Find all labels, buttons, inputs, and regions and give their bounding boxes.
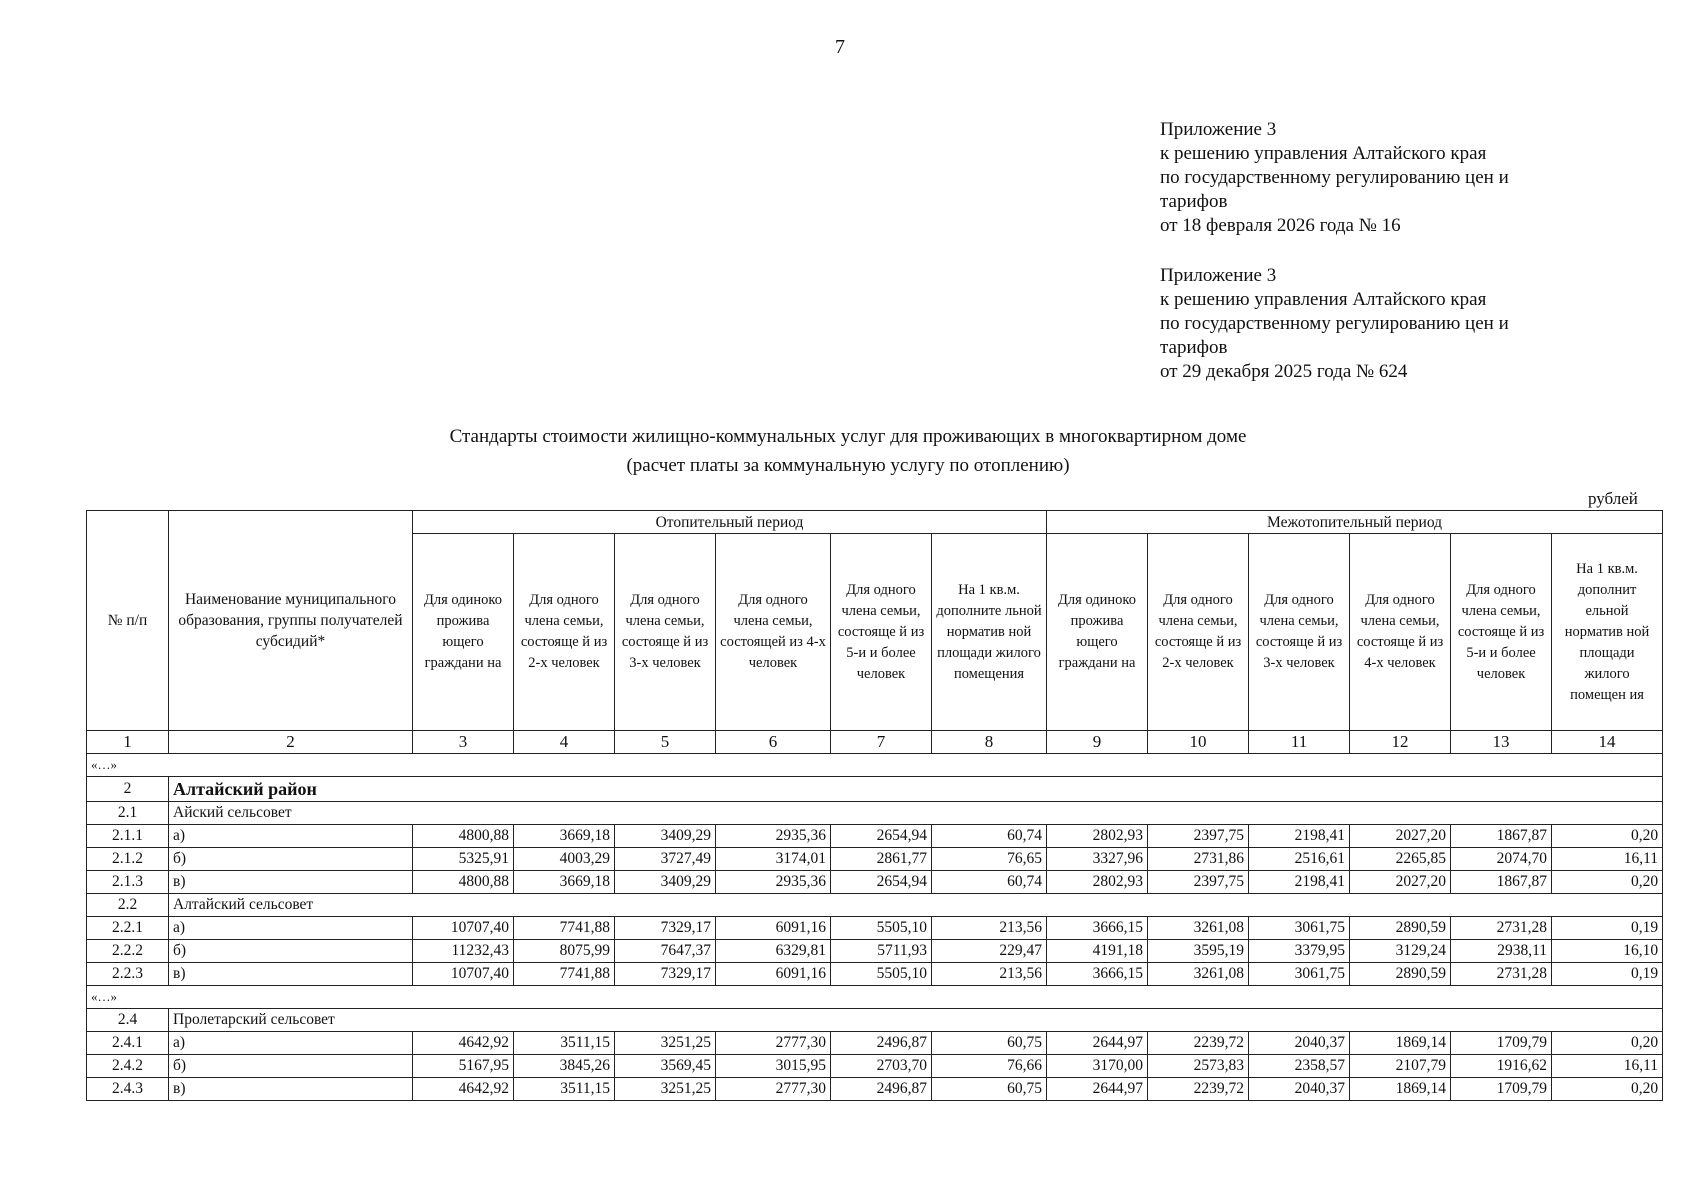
header-nonheating-col: Для одиноко прожива ющего граждани на [1047, 534, 1148, 731]
value-cell: 3845,26 [514, 1055, 615, 1078]
ellipsis-marker: «…» [87, 986, 1663, 1009]
district-name: Алтайский район [169, 777, 1663, 802]
header-heating-col: Для одного члена семьи, состояще й из 2-х человек [514, 534, 615, 731]
column-number: 9 [1047, 731, 1148, 754]
column-number: 3 [413, 731, 514, 754]
value-cell: 2935,36 [716, 871, 831, 894]
value-cell: 60,74 [932, 871, 1047, 894]
value-cell: 1867,87 [1451, 825, 1552, 848]
value-cell: 2040,37 [1249, 1078, 1350, 1101]
value-cell: 1709,79 [1451, 1032, 1552, 1055]
section-num: 2.2 [87, 894, 169, 917]
value-cell: 7741,88 [514, 917, 615, 940]
column-number: 6 [716, 731, 831, 754]
value-cell: 3595,19 [1148, 940, 1249, 963]
value-cell: 1869,14 [1350, 1078, 1451, 1101]
header-nonheating-col: Для одного члена семьи, состояще й из 2-х человек [1148, 534, 1249, 731]
table-row [87, 1078, 1663, 1101]
appendix-line: от 29 декабря 2025 года № 624 [1160, 361, 1408, 382]
value-cell: 3129,24 [1350, 940, 1451, 963]
column-number: 13 [1451, 731, 1552, 754]
district-row [87, 777, 1663, 802]
column-number: 14 [1552, 731, 1663, 754]
value-cell: 2027,20 [1350, 825, 1451, 848]
section-name: Алтайский сельсовет [169, 894, 1663, 917]
row-group: а) [169, 825, 413, 848]
value-cell: 213,56 [932, 917, 1047, 940]
value-cell: 5325,91 [413, 848, 514, 871]
value-cell: 3061,75 [1249, 917, 1350, 940]
appendix-line: Приложение 3 [1160, 265, 1277, 286]
value-cell: 1869,14 [1350, 1032, 1451, 1055]
value-cell: 3669,18 [514, 871, 615, 894]
row-num: 2.2.3 [87, 963, 169, 986]
value-cell: 60,74 [932, 825, 1047, 848]
value-cell: 3511,15 [514, 1078, 615, 1101]
row-group: а) [169, 1032, 413, 1055]
row-group: б) [169, 1055, 413, 1078]
value-cell: 2397,75 [1148, 825, 1249, 848]
value-cell: 229,47 [932, 940, 1047, 963]
column-number: 4 [514, 731, 615, 754]
appendix-line: к решению управления Алтайского края [1160, 289, 1487, 310]
value-cell: 2644,97 [1047, 1078, 1148, 1101]
header-heating-col: Для одиноко прожива ющего граждани на [413, 534, 514, 731]
district-num: 2 [87, 777, 169, 802]
section-row [87, 1009, 1663, 1032]
value-cell: 16,11 [1552, 1055, 1663, 1078]
value-cell: 3261,08 [1148, 917, 1249, 940]
value-cell: 0,20 [1552, 825, 1663, 848]
appendix-line: по государственному регулированию цен и [1160, 167, 1509, 188]
title-line-1: Стандарты стоимости жилищно-коммунальных услуг для проживающих в многоквартирном доме [449, 426, 1247, 447]
value-cell: 16,11 [1552, 848, 1663, 871]
value-cell: 5711,93 [831, 940, 932, 963]
column-numbers-row [87, 731, 1663, 754]
row-group: б) [169, 848, 413, 871]
tariff-table [86, 510, 1663, 1101]
header-nonheating-period: Межотопительный период [1047, 511, 1663, 534]
value-cell: 2777,30 [716, 1078, 831, 1101]
header-heating-col: Для одного члена семьи, состояще й из 5-и и более человек [831, 534, 932, 731]
table-row [87, 1032, 1663, 1055]
row-num: 2.4.3 [87, 1078, 169, 1101]
value-cell: 2107,79 [1350, 1055, 1451, 1078]
value-cell: 2516,61 [1249, 848, 1350, 871]
value-cell: 5505,10 [831, 917, 932, 940]
appendix-header-current [1160, 118, 1660, 238]
column-number: 2 [169, 731, 413, 754]
table-row [87, 963, 1663, 986]
row-group: а) [169, 917, 413, 940]
value-cell: 3569,45 [615, 1055, 716, 1078]
units-label: рублей [1588, 489, 1638, 508]
value-cell: 3727,49 [615, 848, 716, 871]
section-row [87, 894, 1663, 917]
value-cell: 2265,85 [1350, 848, 1451, 871]
value-cell: 2938,11 [1451, 940, 1552, 963]
row-num: 2.2.1 [87, 917, 169, 940]
value-cell: 3666,15 [1047, 917, 1148, 940]
section-name: Айский сельсовет [169, 802, 1663, 825]
row-num: 2.4.1 [87, 1032, 169, 1055]
value-cell: 76,65 [932, 848, 1047, 871]
header-heating-period: Отопительный период [413, 511, 1047, 534]
section-name: Пролетарский сельсовет [169, 1009, 1663, 1032]
table-row [87, 825, 1663, 848]
column-number: 11 [1249, 731, 1350, 754]
document-title [0, 422, 1696, 480]
value-cell: 0,20 [1552, 1032, 1663, 1055]
row-num: 2.2.2 [87, 940, 169, 963]
value-cell: 2654,94 [831, 825, 932, 848]
value-cell: 7329,17 [615, 917, 716, 940]
section-num: 2.4 [87, 1009, 169, 1032]
value-cell: 2496,87 [831, 1032, 932, 1055]
section-row [87, 802, 1663, 825]
row-num: 2.1.3 [87, 871, 169, 894]
appendix-line: Приложение 3 [1160, 119, 1277, 140]
column-number: 1 [87, 731, 169, 754]
value-cell: 2198,41 [1249, 825, 1350, 848]
appendix-line: от 18 февраля 2026 года № 16 [1160, 215, 1401, 236]
value-cell: 2573,83 [1148, 1055, 1249, 1078]
row-group: б) [169, 940, 413, 963]
row-group: в) [169, 871, 413, 894]
appendix-line: по государственному регулированию цен и [1160, 313, 1509, 334]
value-cell: 2198,41 [1249, 871, 1350, 894]
value-cell: 6091,16 [716, 917, 831, 940]
column-number: 8 [932, 731, 1047, 754]
value-cell: 2731,28 [1451, 963, 1552, 986]
title-line-2: (расчет платы за коммунальную услугу по отоплению) [626, 455, 1070, 476]
value-cell: 4642,92 [413, 1032, 514, 1055]
value-cell: 4191,18 [1047, 940, 1148, 963]
value-cell: 2358,57 [1249, 1055, 1350, 1078]
value-cell: 2496,87 [831, 1078, 932, 1101]
value-cell: 2861,77 [831, 848, 932, 871]
row-num: 2.1.1 [87, 825, 169, 848]
value-cell: 1867,87 [1451, 871, 1552, 894]
value-cell: 4003,29 [514, 848, 615, 871]
ellipsis-marker: «…» [87, 754, 1663, 777]
value-cell: 3379,95 [1249, 940, 1350, 963]
table-row [87, 871, 1663, 894]
value-cell: 1916,62 [1451, 1055, 1552, 1078]
header-heating-col: Для одного члена семьи, состоящей из 4-х человек [716, 534, 831, 731]
appendix-line: тарифов [1160, 337, 1228, 358]
value-cell: 11232,43 [413, 940, 514, 963]
value-cell: 0,20 [1552, 871, 1663, 894]
value-cell: 3409,29 [615, 871, 716, 894]
column-number: 5 [615, 731, 716, 754]
omitted-row [87, 754, 1663, 777]
value-cell: 213,56 [932, 963, 1047, 986]
value-cell: 60,75 [932, 1078, 1047, 1101]
value-cell: 10707,40 [413, 963, 514, 986]
table-body [87, 754, 1663, 1101]
value-cell: 7741,88 [514, 963, 615, 986]
value-cell: 3511,15 [514, 1032, 615, 1055]
table-row [87, 1055, 1663, 1078]
value-cell: 3170,00 [1047, 1055, 1148, 1078]
header-heating-col: На 1 кв.м. дополните льной норматив ной площади жилого помещения [932, 534, 1047, 731]
value-cell: 5167,95 [413, 1055, 514, 1078]
table-row [87, 917, 1663, 940]
value-cell: 2890,59 [1350, 963, 1451, 986]
value-cell: 2027,20 [1350, 871, 1451, 894]
appendix-line: тарифов [1160, 191, 1228, 212]
value-cell: 2802,93 [1047, 871, 1148, 894]
header-nonheating-col: Для одного члена семьи, состояще й из 4-х человек [1350, 534, 1451, 731]
value-cell: 7647,37 [615, 940, 716, 963]
value-cell: 3174,01 [716, 848, 831, 871]
value-cell: 3251,25 [615, 1032, 716, 1055]
value-cell: 2731,86 [1148, 848, 1249, 871]
value-cell: 2644,97 [1047, 1032, 1148, 1055]
column-number: 10 [1148, 731, 1249, 754]
value-cell: 0,19 [1552, 917, 1663, 940]
value-cell: 3061,75 [1249, 963, 1350, 986]
page-number: 7 [835, 36, 845, 58]
value-cell: 2703,70 [831, 1055, 932, 1078]
row-num: 2.4.2 [87, 1055, 169, 1078]
value-cell: 6329,81 [716, 940, 831, 963]
header-nonheating-col: На 1 кв.м. дополнит ельной норматив ной площади жилого помещен ия [1552, 534, 1663, 731]
value-cell: 2935,36 [716, 825, 831, 848]
value-cell: 7329,17 [615, 963, 716, 986]
value-cell: 0,19 [1552, 963, 1663, 986]
value-cell: 4642,92 [413, 1078, 514, 1101]
table-row [87, 940, 1663, 963]
value-cell: 2802,93 [1047, 825, 1148, 848]
value-cell: 2731,28 [1451, 917, 1552, 940]
table-row [87, 848, 1663, 871]
header-num: № п/п [87, 511, 169, 731]
column-number: 12 [1350, 731, 1451, 754]
value-cell: 1709,79 [1451, 1078, 1552, 1101]
value-cell: 10707,40 [413, 917, 514, 940]
value-cell: 16,10 [1552, 940, 1663, 963]
value-cell: 60,75 [932, 1032, 1047, 1055]
value-cell: 3409,29 [615, 825, 716, 848]
omitted-row [87, 986, 1663, 1009]
value-cell: 4800,88 [413, 825, 514, 848]
row-num: 2.1.2 [87, 848, 169, 871]
column-number: 7 [831, 731, 932, 754]
value-cell: 3251,25 [615, 1078, 716, 1101]
value-cell: 2777,30 [716, 1032, 831, 1055]
row-group: в) [169, 1078, 413, 1101]
value-cell: 6091,16 [716, 963, 831, 986]
value-cell: 3261,08 [1148, 963, 1249, 986]
header-heating-col: Для одного члена семьи, состояще й из 3-х человек [615, 534, 716, 731]
value-cell: 4800,88 [413, 871, 514, 894]
header-nonheating-col: Для одного члена семьи, состояще й из 5-и и более человек [1451, 534, 1552, 731]
value-cell: 3669,18 [514, 825, 615, 848]
value-cell: 5505,10 [831, 963, 932, 986]
appendix-header-previous [1160, 264, 1660, 384]
value-cell: 2239,72 [1148, 1078, 1249, 1101]
value-cell: 8075,99 [514, 940, 615, 963]
value-cell: 0,20 [1552, 1078, 1663, 1101]
value-cell: 2890,59 [1350, 917, 1451, 940]
value-cell: 3015,95 [716, 1055, 831, 1078]
value-cell: 2397,75 [1148, 871, 1249, 894]
header-name: Наименование муниципального образования, группы получателей субсидий* [169, 511, 413, 731]
value-cell: 76,66 [932, 1055, 1047, 1078]
appendix-line: к решению управления Алтайского края [1160, 143, 1487, 164]
section-num: 2.1 [87, 802, 169, 825]
value-cell: 3327,96 [1047, 848, 1148, 871]
header-nonheating-col: Для одного члена семьи, состояще й из 3-х человек [1249, 534, 1350, 731]
row-group: в) [169, 963, 413, 986]
value-cell: 2074,70 [1451, 848, 1552, 871]
value-cell: 2239,72 [1148, 1032, 1249, 1055]
value-cell: 2654,94 [831, 871, 932, 894]
value-cell: 3666,15 [1047, 963, 1148, 986]
value-cell: 2040,37 [1249, 1032, 1350, 1055]
